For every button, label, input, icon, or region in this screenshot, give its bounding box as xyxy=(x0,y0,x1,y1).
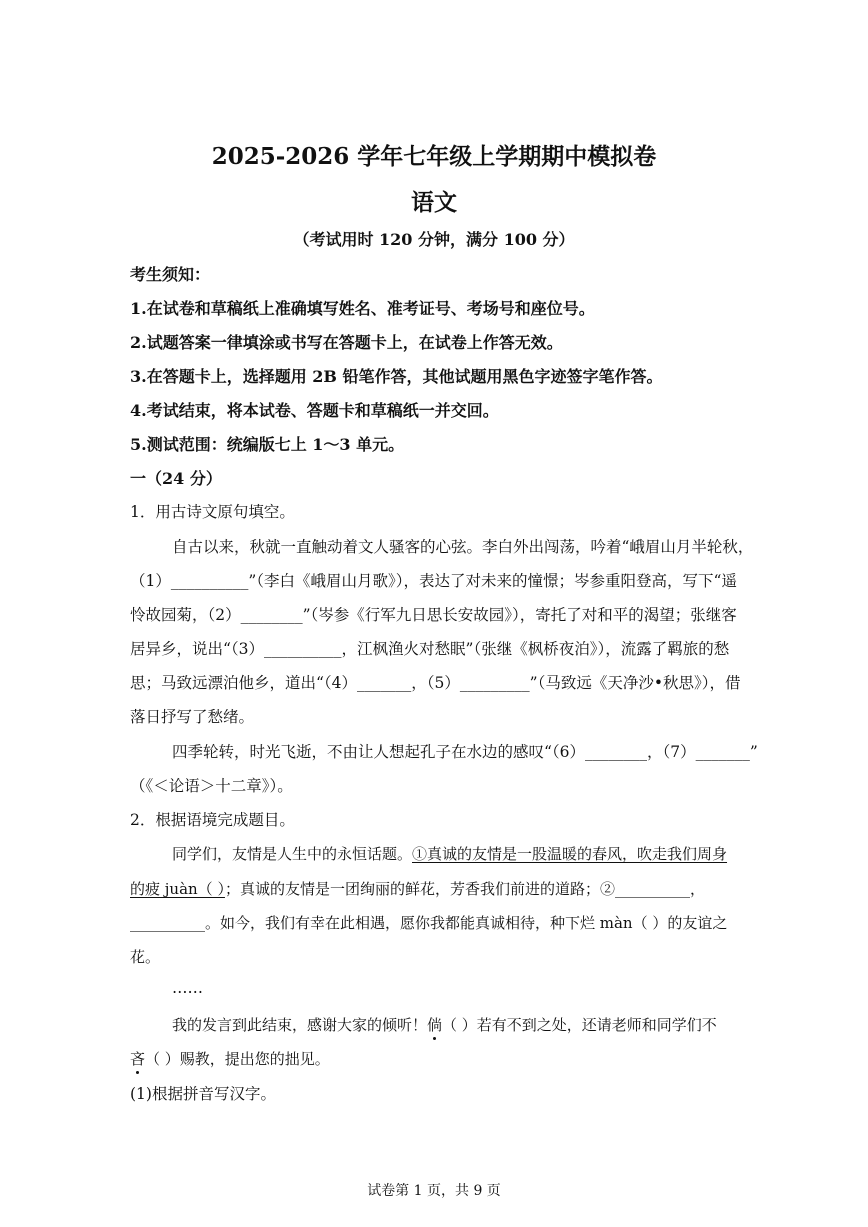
question-1-line: （《＜论语＞十二章》）。 xyxy=(130,777,293,795)
question-1-line: 自古以来，秋就一直触动着文人骚客的心弦。李白外出闯荡，吟着“峨眉山月半轮秋， xyxy=(172,538,754,556)
notice-item: 1.在试卷和草稿纸上准确填写姓名、准考证号、考场号和座位号。 xyxy=(130,299,595,318)
question-2-passage-line xyxy=(172,843,727,864)
passage-text: ；真诚的友情是一团绚丽的鲜花，芳香我们前进的道路；②__________， xyxy=(224,880,705,898)
notice-heading: 考生须知： xyxy=(130,265,211,284)
dotted-char: 吝 xyxy=(130,1050,146,1068)
question-2-passage-line xyxy=(172,1014,717,1035)
page-footer: 试卷第 1 页，共 9 页 xyxy=(367,1183,501,1199)
question-1-line: （1）__________”（李白《峨眉山月歌》），表达了对未来的憧憬；岑参重阳登高，写下“遥 xyxy=(130,572,737,590)
passage-text: 我的发言到此结束，感谢大家的倾听！ xyxy=(172,1016,428,1034)
sub-question-label: (1)根据拼音写汉字。 xyxy=(130,1085,276,1103)
exam-subject: 语文 xyxy=(411,189,457,216)
question-1-label: 1．用古诗文原句填空。 xyxy=(130,503,295,521)
question-1-line: 怜故园菊，（2）________”（岑参《行军九日思长安故园》），寄托了对和平的渴望；张继客 xyxy=(130,606,737,624)
question-2-passage-line: __________。如今，我们有幸在此相遇，愿你我都能真诚相待，种下烂 màn（ ）的友谊之 xyxy=(130,914,728,932)
passage-text: （ ）赐教，提出您的拙见。 xyxy=(145,1050,330,1068)
question-1-line: 落日抒写了愁绪。 xyxy=(130,708,255,726)
question-2-passage-line xyxy=(130,878,705,899)
exam-timing: （考试用时 120 分钟，满分 100 分） xyxy=(293,230,575,249)
question-2-label: 2．根据语境完成题目。 xyxy=(130,811,295,829)
section-heading: 一（24 分） xyxy=(130,469,222,488)
exam-title: 2025-2026 学年七年级上学期期中模拟卷 xyxy=(211,143,657,170)
notice-item: 5.测试范围：统编版七上 1～3 单元。 xyxy=(130,435,405,454)
question-1-line: 居异乡，说出“（3）__________，江枫渔火对愁眠”（张继《枫桥夜泊》），流露了羁旅的愁 xyxy=(130,640,730,658)
notice-item: 4.考试结束，将本试卷、答题卡和草稿纸一并交回。 xyxy=(130,401,499,420)
notice-item: 3.在答题卡上，选择题用 2B 铅笔作答，其他试题用黑色字迹签字笔作答。 xyxy=(130,367,663,386)
question-1-line: 思；马致远漂泊他乡，道出“（4）_______，（5）_________”（马致远《天净沙•秋思》），借 xyxy=(130,674,741,692)
passage-text: （ ）若有不到之处，还请老师和同学们不 xyxy=(442,1016,717,1034)
question-2-passage-line xyxy=(130,1048,330,1069)
passage-text: 同学们，友情是人生中的永恒话题。 xyxy=(172,845,413,863)
notice-item: 2.试题答案一律填涂或书写在答题卡上，在试卷上作答无效。 xyxy=(130,333,563,352)
underlined-sentence: ①真诚的友情是一股温暖的春风，吹走我们周身 xyxy=(412,845,728,863)
question-2-passage-line: 花。 xyxy=(130,948,161,966)
ellipsis: …… xyxy=(172,979,203,997)
question-1-line: 四季轮转，时光飞逝，不由让人想起孔子在水边的感叹“（6）________，（7）_______” xyxy=(172,743,758,761)
underlined-sentence: 的疲 juàn（ ） xyxy=(130,880,225,898)
dotted-char: 倘 xyxy=(427,1016,443,1034)
